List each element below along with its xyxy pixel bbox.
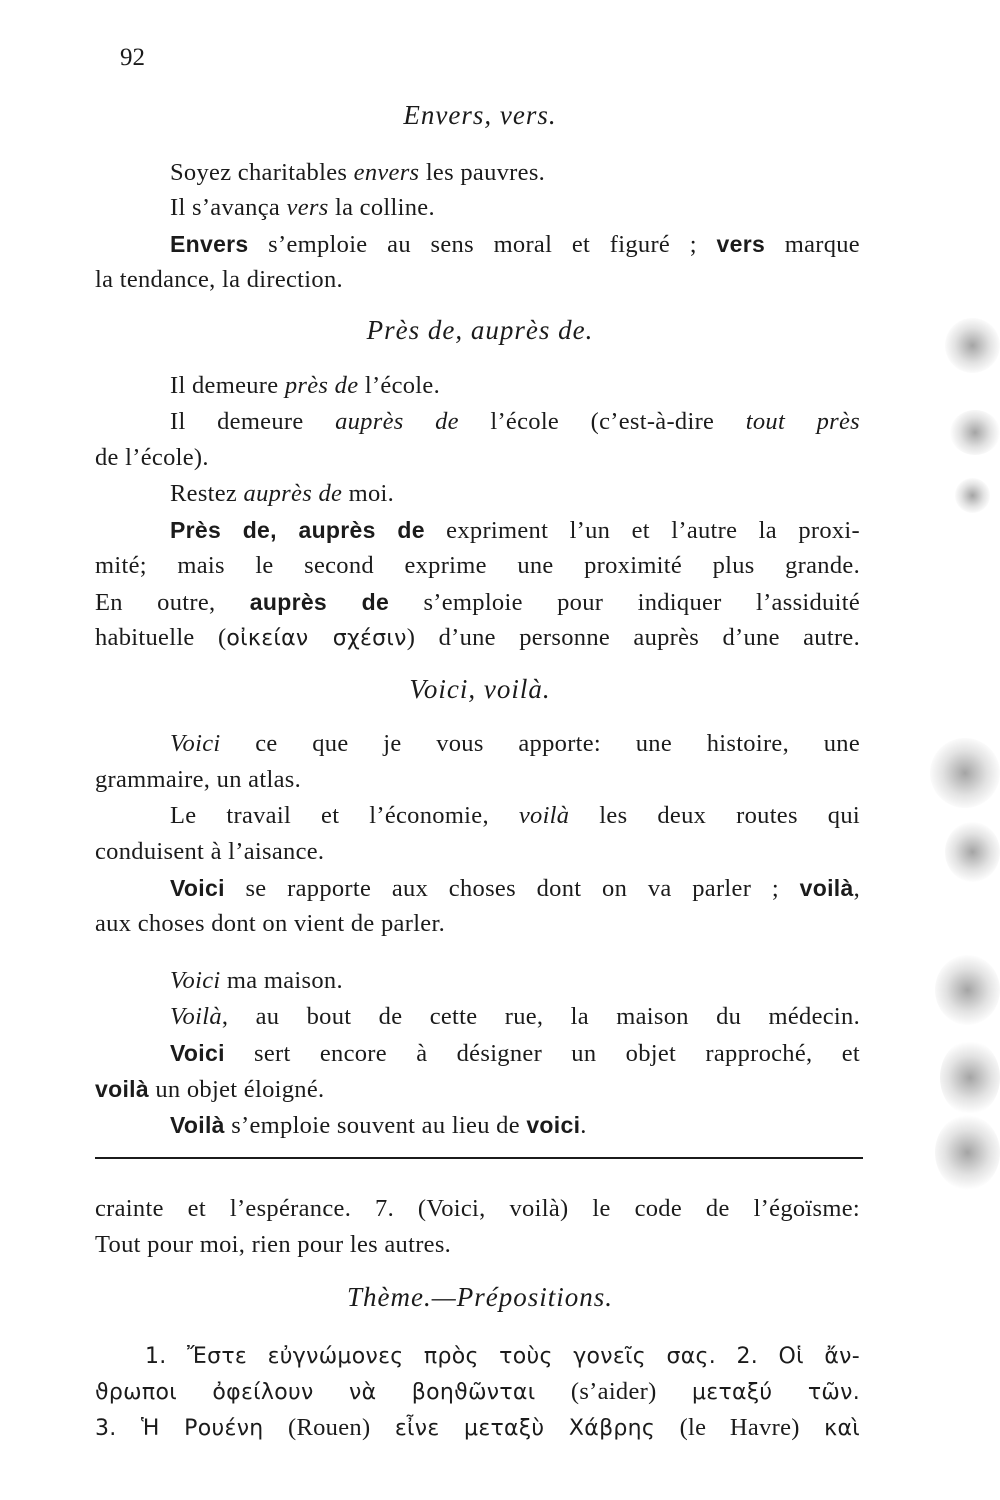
rule-line: aux choses dont on vient de parler. — [95, 910, 446, 937]
section-title-envers-vers: Envers, vers. — [403, 100, 557, 130]
rule-line: habituelle (οἰκείαν σχέσιν) d’une personne auprès d’une autre. — [95, 624, 861, 651]
rule-line: Voici sert encore à désigner un objet rapproché, et — [170, 1040, 860, 1067]
greek-exercise-line: 3. Ἡ Ρουένη (Rouen) εἶνε μεταξὺ Χάβρης (le Havre) καὶ — [95, 1414, 860, 1441]
scan-smudge — [945, 822, 1000, 882]
greek-exercise-line: 1. Ἔστε εὐγνώμονες πρὸς τοὺς γονεῖς σας. 2. Οἱ ἄν- — [145, 1344, 860, 1369]
example-line: Voilà, au bout de cette rue, la maison du médecin. — [170, 1003, 860, 1030]
scan-smudge — [935, 955, 1000, 1025]
example-line: Le travail et l’économie, voilà les deux routes qui — [170, 802, 860, 829]
rule-line: En outre, auprès de s’emploie pour indiquer l’assiduité — [95, 589, 860, 616]
scan-smudge — [930, 738, 1000, 808]
example-line: Restez auprès de moi. — [170, 480, 395, 507]
rule-line: mité; mais le second exprime une proximité plus grande. — [95, 552, 860, 579]
scan-smudge — [935, 1115, 1000, 1190]
example-line: Voici ce que je vous apporte: une histoire, une — [170, 730, 860, 757]
section-title-theme: Thème.—Prépositions. — [347, 1282, 613, 1312]
rule-line: Près de, auprès de expriment l’un et l’autre la proxi- — [170, 517, 860, 544]
example-line: Il demeure près de l’école. — [170, 372, 441, 399]
example-line: de l’école). — [95, 444, 209, 471]
greek-exercise-line: ϑρωποι ὀφείλουν νὰ βοηϑῶνται (s’aider) μεταξύ τῶν. — [95, 1378, 860, 1405]
scan-smudge — [945, 318, 1000, 373]
rule-line: Voilà s’emploie souvent au lieu de voici. — [170, 1112, 587, 1139]
example-line: Il s’avança vers la colline. — [170, 194, 435, 221]
rule-line: Voici se rapporte aux choses dont on va parler ; voilà, — [170, 875, 860, 902]
example-line: grammaire, un atlas. — [95, 766, 302, 793]
scan-smudge — [950, 410, 1000, 455]
scan-smudge — [940, 1040, 1000, 1115]
exercise-line: crainte et l’espérance. 7. (Voici, voilà) le code de l’égoïsme: — [95, 1195, 860, 1222]
section-title-voici-voila: Voici, voilà. — [409, 674, 551, 704]
section-title-pres-de: Près de, auprès de. — [366, 315, 594, 345]
page-number: 92 — [120, 44, 145, 71]
rule-line: la tendance, la direction. — [95, 266, 343, 293]
example-line: Voici ma maison. — [170, 967, 343, 994]
example-line: Soyez charitables envers les pauvres. — [170, 159, 546, 186]
example-line: conduisent à l’aisance. — [95, 838, 325, 865]
horizontal-rule — [95, 1157, 863, 1159]
example-line: Il demeure auprès de l’école (c’est-à-dire tout près — [170, 408, 861, 435]
rule-line: voilà un objet éloigné. — [95, 1076, 325, 1103]
exercise-line: Tout pour moi, rien pour les autres. — [95, 1231, 452, 1258]
rule-line: Envers s’emploie au sens moral et figuré ; vers marque — [170, 231, 860, 258]
scan-smudge — [955, 478, 990, 513]
